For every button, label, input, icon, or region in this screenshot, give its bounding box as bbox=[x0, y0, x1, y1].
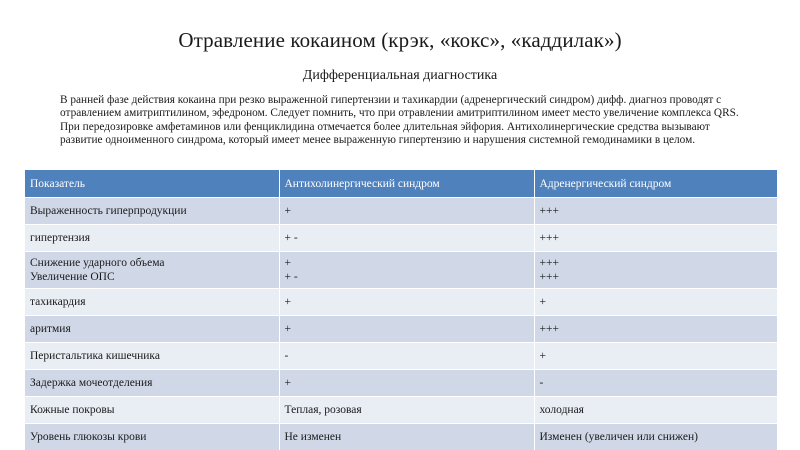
table-row bbox=[25, 289, 777, 316]
cell-line: Увеличение ОПС bbox=[30, 271, 115, 283]
cell-line: +++ bbox=[539, 257, 559, 269]
table-row bbox=[25, 370, 777, 397]
cell-indicator: аритмия bbox=[25, 316, 279, 343]
cell-adrenergic: Изменен (увеличен или снижен) bbox=[534, 424, 777, 450]
table-row bbox=[25, 343, 777, 370]
diagnosis-table bbox=[25, 170, 777, 450]
cell-indicator: Кожные покровы bbox=[25, 397, 279, 424]
cell-indicator: тахикардия bbox=[25, 289, 279, 316]
cell-adrenergic: +++ bbox=[534, 316, 777, 343]
cell-anticholinergic bbox=[279, 252, 534, 289]
table-row bbox=[25, 225, 777, 252]
cell-anticholinergic: Теплая, розовая bbox=[279, 397, 534, 424]
cell-adrenergic bbox=[534, 252, 777, 289]
cell-anticholinergic: Не изменен bbox=[279, 424, 534, 450]
cell-indicator: Перистальтика кишечника bbox=[25, 343, 279, 370]
table-row bbox=[25, 424, 777, 450]
table-row bbox=[25, 316, 777, 343]
header-indicator: Показатель bbox=[25, 170, 279, 198]
cell-adrenergic: холодная bbox=[534, 397, 777, 424]
cell-line: + - bbox=[284, 271, 298, 283]
cell-indicator: Уровень глюкозы крови bbox=[25, 424, 279, 450]
cell-anticholinergic: + bbox=[279, 370, 534, 397]
cell-anticholinergic: - bbox=[279, 343, 534, 370]
table-header-row bbox=[25, 170, 777, 198]
cell-adrenergic: +++ bbox=[534, 198, 777, 225]
cell-line: Снижение ударного объема bbox=[30, 257, 165, 269]
cell-indicator: Задержка мочеотделения bbox=[25, 370, 279, 397]
header-adrenergic: Адренергический синдром bbox=[534, 170, 777, 198]
cell-anticholinergic: + bbox=[279, 289, 534, 316]
cell-adrenergic: +++ bbox=[534, 225, 777, 252]
table-row bbox=[25, 397, 777, 424]
table-row bbox=[25, 198, 777, 225]
cell-adrenergic: + bbox=[534, 343, 777, 370]
slide-title: Отравление кокаином (крэк, «кокс», «каддилак») bbox=[178, 28, 622, 52]
cell-indicator bbox=[25, 252, 279, 289]
table-row bbox=[25, 252, 777, 289]
description-paragraph: В ранней фазе действия кокаина при резко выраженной гипертензии и тахикардии (адренергический синдром) дифф. диагноз проводят с отравлением амитриптилином, эфедроном. Следует помнить, что при отравлении амитриптилином имеет место увеличение комплекса QRS. При передозировке амфетаминов или фенциклидина отмечается более длительная эйфория. Антихолинергические средства вызывают развитие одноименного синдрома, который имеет менее выраженную гипертензию и нарушения системной гемодинамики в целом. bbox=[60, 94, 739, 146]
cell-anticholinergic: + - bbox=[279, 225, 534, 252]
cell-anticholinergic: + bbox=[279, 198, 534, 225]
cell-line: +++ bbox=[539, 271, 559, 283]
slide-subtitle: Дифференциальная диагностика bbox=[302, 68, 498, 83]
cell-adrenergic: + bbox=[534, 289, 777, 316]
cell-adrenergic: - bbox=[534, 370, 777, 397]
cell-indicator: Выраженность гиперпродукции bbox=[25, 198, 279, 225]
header-anticholinergic: Антихолинергический синдром bbox=[279, 170, 534, 198]
cell-line: + bbox=[284, 257, 291, 269]
cell-anticholinergic: + bbox=[279, 316, 534, 343]
cell-indicator: гипертензия bbox=[25, 225, 279, 252]
